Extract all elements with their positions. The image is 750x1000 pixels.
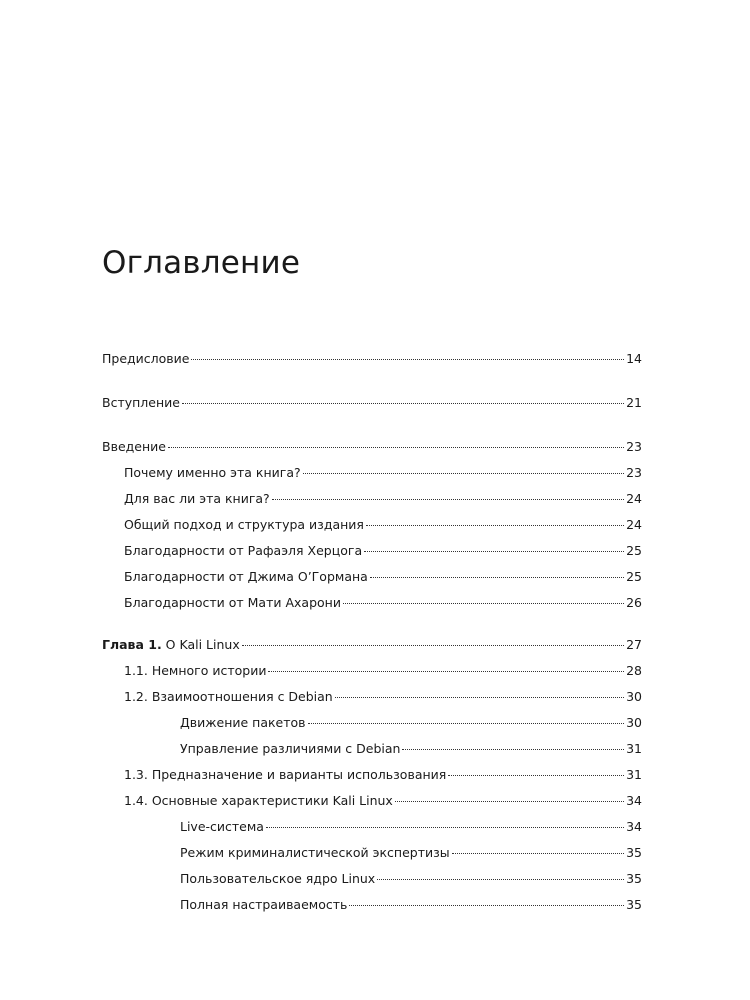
toc-page-number: 24 (626, 491, 642, 506)
dot-leader (191, 358, 624, 360)
chapter-prefix: Глава 1. (102, 637, 162, 652)
toc-entry-label (102, 637, 240, 653)
dot-leader (335, 696, 624, 698)
toc-page-number: 34 (626, 819, 642, 834)
toc-page-number: 30 (626, 689, 642, 704)
toc-entry-1-2-differences[interactable] (180, 741, 642, 757)
toc-entry-1-2[interactable] (124, 689, 642, 705)
toc-page-number: 35 (626, 845, 642, 860)
toc-entry-label: Вступление (102, 395, 180, 410)
page-title: Оглавление (102, 245, 301, 281)
toc-entry-label: 1.1. Немного истории (124, 663, 267, 678)
toc-entry-label: Благодарности от Джима О’Гормана (124, 569, 368, 584)
toc-entry-label: Live-система (180, 819, 264, 834)
toc-entry-label: Благодарности от Мати Ахарони (124, 595, 341, 610)
toc-page-number: 23 (626, 465, 642, 480)
toc-entry-label: Полная настраиваемость (180, 897, 348, 912)
toc-page-number: 34 (626, 793, 642, 808)
toc-entry-intro-why[interactable] (124, 465, 642, 481)
toc-entry-1-4-kernel[interactable] (180, 871, 642, 887)
toc-entry-1-3[interactable] (124, 767, 642, 783)
toc-page-number: 21 (626, 395, 642, 410)
dot-leader (268, 670, 624, 672)
dot-leader (366, 524, 624, 526)
toc-entry-1-1[interactable] (124, 663, 642, 679)
dot-leader (308, 722, 625, 724)
toc-page-number: 23 (626, 439, 642, 454)
dot-leader (377, 878, 624, 880)
toc-entry-label: Благодарности от Рафаэля Херцога (124, 543, 363, 558)
toc-entry-label: Общий подход и структура издания (124, 517, 364, 532)
toc-entry-label: Предисловие (102, 351, 190, 366)
toc-page-number: 31 (626, 767, 642, 782)
toc-entry-1-4[interactable] (124, 793, 642, 809)
dot-leader (272, 498, 624, 500)
toc-entry-thanks-raphael[interactable] (124, 543, 642, 559)
dot-leader (448, 774, 624, 776)
toc-entry-label: Введение (102, 439, 166, 454)
toc-page-number: 25 (626, 543, 642, 558)
toc-entry-intro[interactable] (102, 439, 642, 455)
dot-leader (168, 446, 624, 448)
toc-entry-label: Пользовательское ядро Linux (180, 871, 376, 886)
dot-leader (242, 644, 624, 646)
dot-leader (452, 852, 624, 854)
toc-page-number: 30 (626, 715, 642, 730)
toc-page-number: 35 (626, 897, 642, 912)
toc-entry-preface[interactable] (102, 351, 642, 367)
toc-entry-label: Режим криминалистической экспертизы (180, 845, 450, 860)
dot-leader (182, 402, 624, 404)
dot-leader (266, 826, 624, 828)
dot-leader (402, 748, 624, 750)
toc-entry-thanks-mati[interactable] (124, 595, 642, 611)
toc-page-number: 31 (626, 741, 642, 756)
toc-entry-label: 1.3. Предназначение и варианты использования (124, 767, 447, 782)
toc-page-number: 26 (626, 595, 642, 610)
toc-page-number: 14 (626, 351, 642, 366)
dot-leader (303, 472, 624, 474)
toc-page-number: 27 (626, 637, 642, 652)
dot-leader (370, 576, 624, 578)
toc-page-number: 28 (626, 663, 642, 678)
toc-page-number: 24 (626, 517, 642, 532)
toc-entry-1-4-forensics[interactable] (180, 845, 642, 861)
toc-entry-1-2-packages[interactable] (180, 715, 642, 731)
toc-entry-chapter-1[interactable] (102, 637, 642, 653)
toc-entry-intro-approach[interactable] (124, 517, 642, 533)
dot-leader (364, 550, 624, 552)
toc-entry-1-4-customizable[interactable] (180, 897, 642, 913)
dot-leader (343, 602, 624, 604)
toc-entry-intro-for-you[interactable] (124, 491, 642, 507)
dot-leader (349, 904, 624, 906)
toc-page-number: 25 (626, 569, 642, 584)
toc-entry-label: Почему именно эта книга? (124, 465, 301, 480)
toc-entry-1-4-live[interactable] (180, 819, 642, 835)
toc-entry-label: Движение пакетов (180, 715, 306, 730)
toc-entry-label: Управление различиями с Debian (180, 741, 401, 756)
toc-entry-foreword[interactable] (102, 395, 642, 411)
toc-entry-label: 1.2. Взаимоотношения с Debian (124, 689, 333, 704)
toc-entry-label: 1.4. Основные характеристики Kali Linux (124, 793, 393, 808)
toc-page-number: 35 (626, 871, 642, 886)
dot-leader (395, 800, 624, 802)
toc-entry-label: Для вас ли эта книга? (124, 491, 270, 506)
chapter-title: О Kali Linux (161, 637, 240, 652)
toc-entry-thanks-jim[interactable] (124, 569, 642, 585)
